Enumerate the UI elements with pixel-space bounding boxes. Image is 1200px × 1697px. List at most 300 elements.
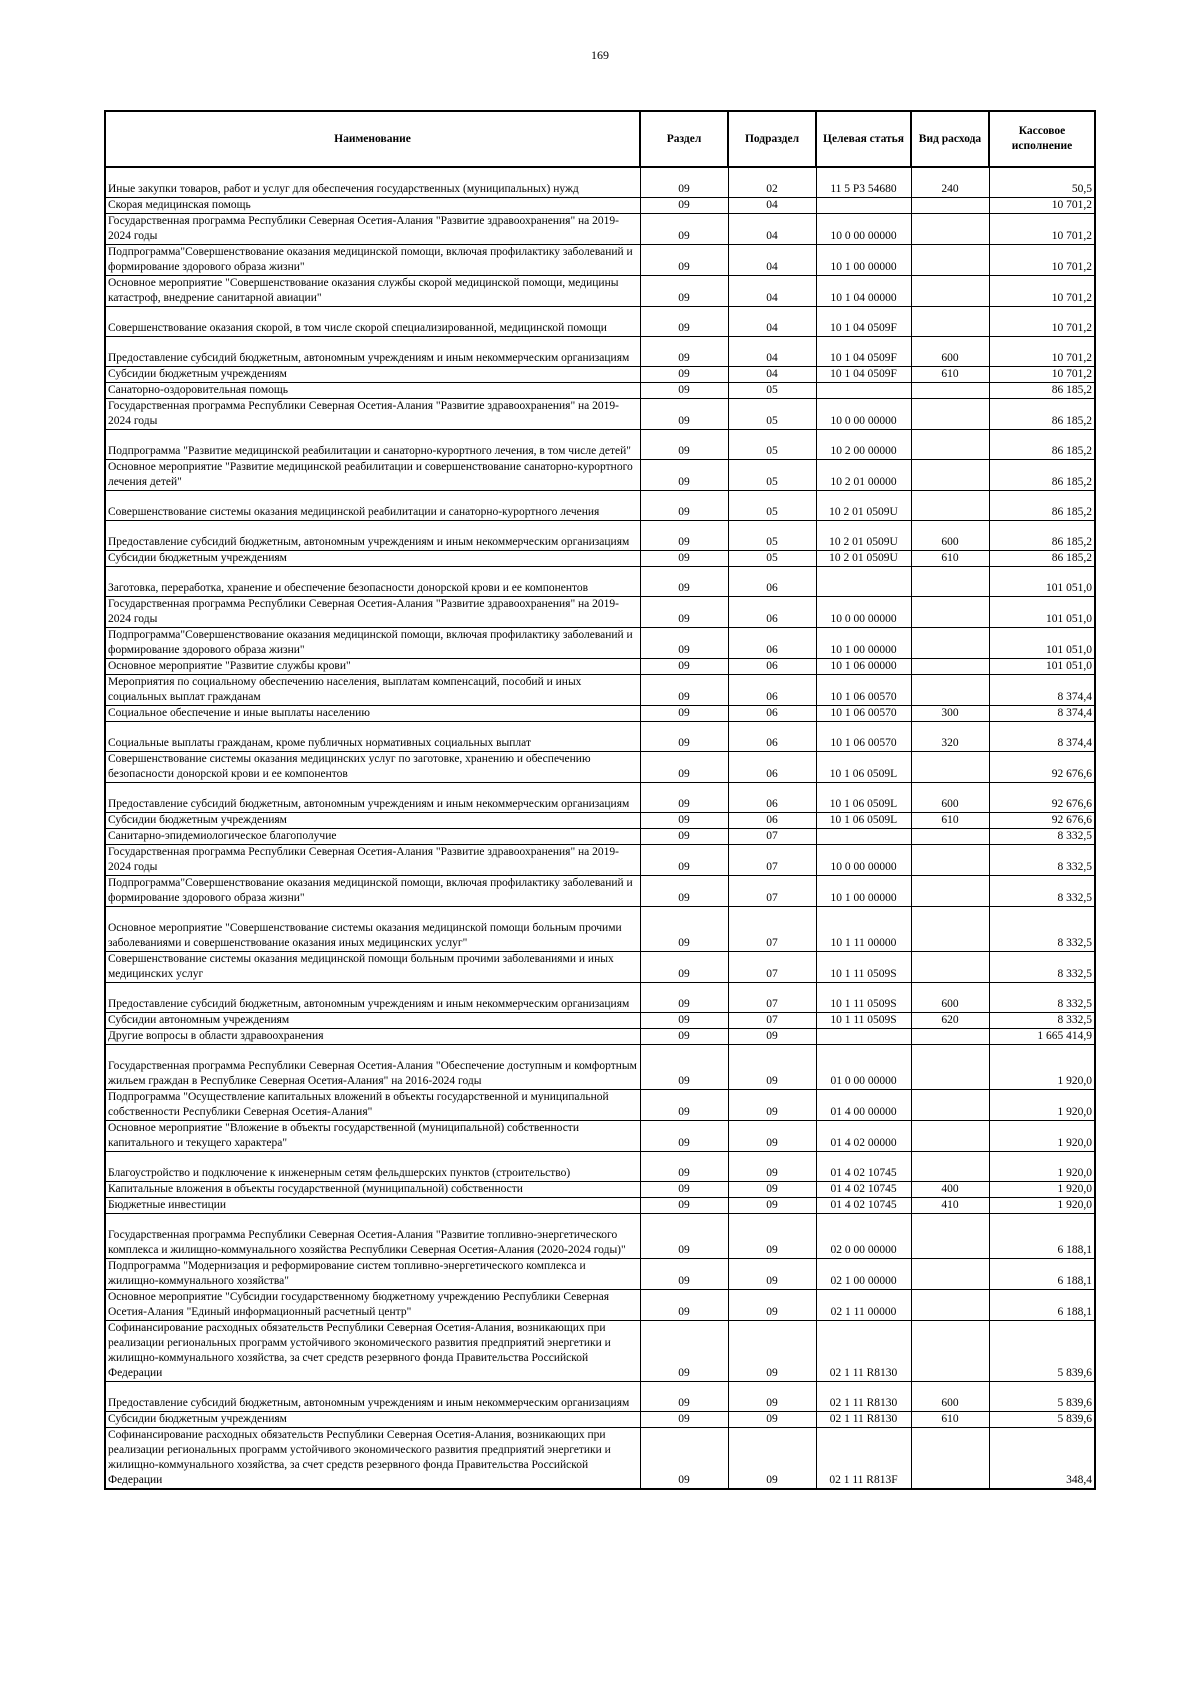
cell-statya: 01 4 02 10745 bbox=[816, 1151, 911, 1181]
cell-podrazdel: 07 bbox=[728, 1012, 816, 1028]
cell-name: Социальное обеспечение и иные выплаты населению bbox=[105, 705, 640, 721]
cell-razdel: 09 bbox=[640, 213, 728, 244]
cell-name: Капитальные вложения в объекты государственной (муниципальной) собственности bbox=[105, 1181, 640, 1197]
cell-statya bbox=[816, 382, 911, 398]
cell-razdel: 09 bbox=[640, 244, 728, 275]
cell-vid: 610 bbox=[911, 1411, 989, 1427]
cell-vid bbox=[911, 906, 989, 951]
cell-vid: 600 bbox=[911, 782, 989, 812]
table-row bbox=[105, 566, 1095, 596]
table-row bbox=[105, 1044, 1095, 1089]
cell-podrazdel: 07 bbox=[728, 982, 816, 1012]
cell-razdel: 09 bbox=[640, 398, 728, 429]
cell-podrazdel: 07 bbox=[728, 951, 816, 982]
cell-name: Основное мероприятие "Развитие медицинской реабилитации и совершенствование санаторно-курортного лечения детей" bbox=[105, 459, 640, 490]
cell-sum: 8 332,5 bbox=[989, 828, 1095, 844]
cell-vid bbox=[911, 306, 989, 336]
cell-statya: 10 1 11 0509S bbox=[816, 982, 911, 1012]
cell-name: Совершенствование системы оказания медицинской помощи больным прочими заболеваниями и иных медицинских услуг bbox=[105, 951, 640, 982]
cell-sum: 86 185,2 bbox=[989, 398, 1095, 429]
cell-vid: 600 bbox=[911, 982, 989, 1012]
table-row bbox=[105, 1028, 1095, 1044]
page-number: 169 bbox=[591, 48, 609, 62]
cell-sum: 8 332,5 bbox=[989, 844, 1095, 875]
cell-razdel: 09 bbox=[640, 951, 728, 982]
cell-sum: 1 920,0 bbox=[989, 1044, 1095, 1089]
table-row bbox=[105, 812, 1095, 828]
cell-razdel: 09 bbox=[640, 658, 728, 674]
cell-name: Основное мероприятие "Совершенствование системы оказания медицинской помощи больным прочими заболеваниями и совершенствование оказания иных медицинских услуг" bbox=[105, 906, 640, 951]
cell-vid bbox=[911, 844, 989, 875]
cell-vid bbox=[911, 1120, 989, 1151]
cell-statya: 10 2 01 0509U bbox=[816, 490, 911, 520]
cell-podrazdel: 09 bbox=[728, 1258, 816, 1289]
cell-sum: 101 051,0 bbox=[989, 658, 1095, 674]
cell-razdel: 09 bbox=[640, 1120, 728, 1151]
cell-statya: 02 0 00 00000 bbox=[816, 1213, 911, 1258]
cell-podrazdel: 04 bbox=[728, 366, 816, 382]
cell-podrazdel: 06 bbox=[728, 658, 816, 674]
cell-sum: 10 701,2 bbox=[989, 336, 1095, 366]
cell-vid bbox=[911, 751, 989, 782]
cell-razdel: 09 bbox=[640, 550, 728, 566]
cell-razdel: 09 bbox=[640, 782, 728, 812]
cell-statya bbox=[816, 566, 911, 596]
cell-name: Благоустройство и подключение к инженерным сетям фельдшерских пунктов (строительство) bbox=[105, 1151, 640, 1181]
cell-name: Основное мероприятие "Совершенствование оказания службы скорой медицинской помощи, медицины катастроф, внедрение санитарной авиации" bbox=[105, 275, 640, 306]
cell-statya: 10 2 00 00000 bbox=[816, 429, 911, 459]
cell-vid bbox=[911, 875, 989, 906]
cell-podrazdel: 05 bbox=[728, 382, 816, 398]
cell-statya: 10 1 11 0509S bbox=[816, 1012, 911, 1028]
table-row bbox=[105, 1012, 1095, 1028]
table-row bbox=[105, 1289, 1095, 1320]
cell-podrazdel: 06 bbox=[728, 596, 816, 627]
cell-statya: 10 2 01 00000 bbox=[816, 459, 911, 490]
table-row bbox=[105, 1411, 1095, 1427]
cell-sum: 10 701,2 bbox=[989, 213, 1095, 244]
cell-sum: 86 185,2 bbox=[989, 550, 1095, 566]
cell-razdel: 09 bbox=[640, 1181, 728, 1197]
cell-podrazdel: 04 bbox=[728, 244, 816, 275]
cell-razdel: 09 bbox=[640, 520, 728, 550]
cell-statya bbox=[816, 197, 911, 213]
cell-vid bbox=[911, 1213, 989, 1258]
cell-sum: 101 051,0 bbox=[989, 596, 1095, 627]
cell-statya: 10 0 00 00000 bbox=[816, 213, 911, 244]
cell-podrazdel: 07 bbox=[728, 828, 816, 844]
cell-podrazdel: 05 bbox=[728, 429, 816, 459]
cell-podrazdel: 06 bbox=[728, 674, 816, 705]
cell-podrazdel: 09 bbox=[728, 1197, 816, 1213]
table-row bbox=[105, 1197, 1095, 1213]
cell-sum: 8 332,5 bbox=[989, 906, 1095, 951]
cell-name: Бюджетные инвестиции bbox=[105, 1197, 640, 1213]
cell-name: Государственная программа Республики Северная Осетия-Алания "Развитие здравоохранения" на 2019-2024 годы bbox=[105, 398, 640, 429]
cell-sum: 92 676,6 bbox=[989, 751, 1095, 782]
table-row bbox=[105, 844, 1095, 875]
table-row bbox=[105, 721, 1095, 751]
cell-statya: 02 1 11 R8130 bbox=[816, 1381, 911, 1411]
cell-vid bbox=[911, 566, 989, 596]
cell-razdel: 09 bbox=[640, 1427, 728, 1489]
cell-statya: 10 1 06 0509L bbox=[816, 782, 911, 812]
cell-statya: 02 1 11 R813F bbox=[816, 1427, 911, 1489]
cell-razdel: 09 bbox=[640, 1320, 728, 1381]
cell-razdel: 09 bbox=[640, 828, 728, 844]
cell-statya: 10 1 11 0509S bbox=[816, 951, 911, 982]
table-row bbox=[105, 1258, 1095, 1289]
cell-sum: 86 185,2 bbox=[989, 490, 1095, 520]
cell-vid: 610 bbox=[911, 812, 989, 828]
cell-vid bbox=[911, 1028, 989, 1044]
cell-name: Мероприятия по социальному обеспечению населения, выплатам компенсаций, пособий и иных социальных выплат гражданам bbox=[105, 674, 640, 705]
cell-podrazdel: 05 bbox=[728, 550, 816, 566]
table-row bbox=[105, 1089, 1095, 1120]
cell-podrazdel: 05 bbox=[728, 490, 816, 520]
cell-statya: 10 1 06 00570 bbox=[816, 674, 911, 705]
cell-podrazdel: 05 bbox=[728, 459, 816, 490]
table-row bbox=[105, 596, 1095, 627]
cell-vid: 410 bbox=[911, 1197, 989, 1213]
cell-sum: 8 374,4 bbox=[989, 705, 1095, 721]
cell-razdel: 09 bbox=[640, 674, 728, 705]
table-row bbox=[105, 982, 1095, 1012]
cell-sum: 101 051,0 bbox=[989, 566, 1095, 596]
cell-razdel: 09 bbox=[640, 627, 728, 658]
cell-statya: 01 4 02 10745 bbox=[816, 1197, 911, 1213]
cell-name: Другие вопросы в области здравоохранения bbox=[105, 1028, 640, 1044]
cell-name: Подпрограмма "Осуществление капитальных вложений в объекты государственной и муниципальной собственности Республики Северная Осетия-Алания" bbox=[105, 1089, 640, 1120]
cell-sum: 348,4 bbox=[989, 1427, 1095, 1489]
cell-name: Субсидии бюджетным учреждениям bbox=[105, 1411, 640, 1427]
cell-vid bbox=[911, 1258, 989, 1289]
cell-name: Санаторно-оздоровительная помощь bbox=[105, 382, 640, 398]
cell-podrazdel: 09 bbox=[728, 1089, 816, 1120]
cell-statya: 10 1 00 00000 bbox=[816, 627, 911, 658]
cell-razdel: 09 bbox=[640, 366, 728, 382]
cell-name: Субсидии бюджетным учреждениям bbox=[105, 550, 640, 566]
table-row bbox=[105, 674, 1095, 705]
cell-sum: 6 188,1 bbox=[989, 1289, 1095, 1320]
table-row bbox=[105, 1120, 1095, 1151]
cell-sum: 8 332,5 bbox=[989, 982, 1095, 1012]
cell-statya: 10 1 04 00000 bbox=[816, 275, 911, 306]
cell-razdel: 09 bbox=[640, 596, 728, 627]
cell-name: Субсидии автономным учреждениям bbox=[105, 1012, 640, 1028]
cell-podrazdel: 07 bbox=[728, 875, 816, 906]
cell-podrazdel: 07 bbox=[728, 844, 816, 875]
cell-sum: 1 920,0 bbox=[989, 1151, 1095, 1181]
cell-name: Подпрограмма"Совершенствование оказания медицинской помощи, включая профилактику заболеваний и формирование здорового образа жизни" bbox=[105, 244, 640, 275]
table-row bbox=[105, 875, 1095, 906]
cell-name: Подпрограмма "Модернизация и реформирование систем топливно-энергетического комплекса и жилищно-коммунального хозяйства" bbox=[105, 1258, 640, 1289]
cell-podrazdel: 09 bbox=[728, 1427, 816, 1489]
cell-vid bbox=[911, 429, 989, 459]
cell-vid bbox=[911, 1427, 989, 1489]
cell-name: Государственная программа Республики Северная Осетия-Алания "Обеспечение доступным и комфортным жильем граждан в Республике Северная Осетия-Алания" на 2016-2024 годы bbox=[105, 1044, 640, 1089]
table-row bbox=[105, 1427, 1095, 1489]
cell-statya: 10 2 01 0509U bbox=[816, 520, 911, 550]
cell-vid bbox=[911, 1320, 989, 1381]
cell-vid bbox=[911, 275, 989, 306]
cell-podrazdel: 09 bbox=[728, 1151, 816, 1181]
cell-name: Государственная программа Республики Северная Осетия-Алания "Развитие топливно-энергетического комплекса и жилищно-коммунального хозяйства Республики Северная Осетия-Алания (2020-2024 годы)" bbox=[105, 1213, 640, 1258]
cell-statya: 10 1 00 00000 bbox=[816, 244, 911, 275]
cell-name: Государственная программа Республики Северная Осетия-Алания "Развитие здравоохранения" на 2019-2024 годы bbox=[105, 213, 640, 244]
cell-razdel: 09 bbox=[640, 1044, 728, 1089]
table-row bbox=[105, 951, 1095, 982]
cell-podrazdel: 06 bbox=[728, 705, 816, 721]
cell-razdel: 09 bbox=[640, 167, 728, 197]
cell-statya: 01 4 00 00000 bbox=[816, 1089, 911, 1120]
cell-statya: 02 1 11 00000 bbox=[816, 1289, 911, 1320]
table-row bbox=[105, 306, 1095, 336]
cell-podrazdel: 09 bbox=[728, 1411, 816, 1427]
cell-vid: 610 bbox=[911, 366, 989, 382]
cell-vid: 610 bbox=[911, 550, 989, 566]
cell-sum: 8 374,4 bbox=[989, 674, 1095, 705]
cell-razdel: 09 bbox=[640, 812, 728, 828]
cell-vid bbox=[911, 459, 989, 490]
cell-statya: 10 0 00 00000 bbox=[816, 844, 911, 875]
table-row bbox=[105, 459, 1095, 490]
cell-name: Совершенствование системы оказания медицинских услуг по заготовке, хранению и обеспечению безопасности донорской крови и ее компонентов bbox=[105, 751, 640, 782]
cell-name: Предоставление субсидий бюджетным, автономным учреждениям и иным некоммерческим организациям bbox=[105, 982, 640, 1012]
cell-name: Скорая медицинская помощь bbox=[105, 197, 640, 213]
cell-sum: 8 332,5 bbox=[989, 1012, 1095, 1028]
cell-sum: 10 701,2 bbox=[989, 275, 1095, 306]
cell-vid: 600 bbox=[911, 336, 989, 366]
budget-table-container bbox=[104, 110, 1094, 1490]
cell-statya: 01 0 00 00000 bbox=[816, 1044, 911, 1089]
cell-razdel: 09 bbox=[640, 705, 728, 721]
cell-name: Основное мероприятие "Субсидии государственному бюджетному учреждению Республики Северная Осетия-Алания "Единый информационный расчетный центр" bbox=[105, 1289, 640, 1320]
cell-razdel: 09 bbox=[640, 982, 728, 1012]
cell-podrazdel: 06 bbox=[728, 721, 816, 751]
header-name: Наименование bbox=[105, 111, 640, 167]
cell-razdel: 09 bbox=[640, 1411, 728, 1427]
cell-statya: 10 0 00 00000 bbox=[816, 398, 911, 429]
header-sum: Кассовое исполнение bbox=[989, 111, 1095, 167]
header-vid: Вид расхода bbox=[911, 111, 989, 167]
cell-name: Совершенствование оказания скорой, в том числе скорой специализированной, медицинской помощи bbox=[105, 306, 640, 336]
cell-statya: 10 1 06 0509L bbox=[816, 751, 911, 782]
cell-sum: 5 839,6 bbox=[989, 1411, 1095, 1427]
cell-statya: 01 4 02 00000 bbox=[816, 1120, 911, 1151]
cell-vid bbox=[911, 951, 989, 982]
cell-sum: 1 920,0 bbox=[989, 1181, 1095, 1197]
table-row bbox=[105, 550, 1095, 566]
cell-sum: 5 839,6 bbox=[989, 1320, 1095, 1381]
cell-statya: 02 1 00 00000 bbox=[816, 1258, 911, 1289]
cell-podrazdel: 05 bbox=[728, 520, 816, 550]
cell-sum: 92 676,6 bbox=[989, 782, 1095, 812]
cell-name: Совершенствование системы оказания медицинской реабилитации и санаторно-курортного лечения bbox=[105, 490, 640, 520]
cell-statya: 01 4 02 10745 bbox=[816, 1181, 911, 1197]
cell-vid bbox=[911, 398, 989, 429]
table-body bbox=[105, 167, 1095, 1489]
cell-statya bbox=[816, 828, 911, 844]
cell-statya: 02 1 11 R8130 bbox=[816, 1411, 911, 1427]
cell-vid: 400 bbox=[911, 1181, 989, 1197]
table-row bbox=[105, 782, 1095, 812]
cell-statya: 11 5 P3 54680 bbox=[816, 167, 911, 197]
cell-vid bbox=[911, 1044, 989, 1089]
table-row bbox=[105, 705, 1095, 721]
cell-razdel: 09 bbox=[640, 306, 728, 336]
cell-podrazdel: 09 bbox=[728, 1181, 816, 1197]
cell-sum: 5 839,6 bbox=[989, 1381, 1095, 1411]
cell-sum: 10 701,2 bbox=[989, 244, 1095, 275]
cell-razdel: 09 bbox=[640, 1381, 728, 1411]
cell-vid bbox=[911, 627, 989, 658]
cell-podrazdel: 09 bbox=[728, 1289, 816, 1320]
table-row bbox=[105, 366, 1095, 382]
table-row bbox=[105, 336, 1095, 366]
cell-name: Предоставление субсидий бюджетным, автономным учреждениям и иным некоммерческим организациям bbox=[105, 336, 640, 366]
cell-razdel: 09 bbox=[640, 1012, 728, 1028]
cell-razdel: 09 bbox=[640, 382, 728, 398]
cell-razdel: 09 bbox=[640, 197, 728, 213]
cell-sum: 50,5 bbox=[989, 167, 1095, 197]
cell-razdel: 09 bbox=[640, 1028, 728, 1044]
budget-table bbox=[104, 110, 1096, 1490]
cell-podrazdel: 06 bbox=[728, 627, 816, 658]
cell-podrazdel: 04 bbox=[728, 306, 816, 336]
cell-name: Основное мероприятие "Вложение в объекты государственной (муниципальной) собственности капитального и текущего характера" bbox=[105, 1120, 640, 1151]
cell-vid bbox=[911, 490, 989, 520]
cell-statya: 02 1 11 R8130 bbox=[816, 1320, 911, 1381]
cell-statya: 10 1 06 00570 bbox=[816, 705, 911, 721]
cell-podrazdel: 04 bbox=[728, 213, 816, 244]
table-row bbox=[105, 213, 1095, 244]
cell-name: Субсидии бюджетным учреждениям bbox=[105, 812, 640, 828]
cell-razdel: 09 bbox=[640, 1197, 728, 1213]
cell-podrazdel: 02 bbox=[728, 167, 816, 197]
cell-sum: 1 920,0 bbox=[989, 1089, 1095, 1120]
cell-sum: 6 188,1 bbox=[989, 1258, 1095, 1289]
cell-name: Государственная программа Республики Северная Осетия-Алания "Развитие здравоохранения" на 2019-2024 годы bbox=[105, 596, 640, 627]
cell-vid: 620 bbox=[911, 1012, 989, 1028]
cell-podrazdel: 09 bbox=[728, 1044, 816, 1089]
cell-sum: 10 701,2 bbox=[989, 306, 1095, 336]
cell-name: Предоставление субсидий бюджетным, автономным учреждениям и иным некоммерческим организациям bbox=[105, 520, 640, 550]
cell-sum: 92 676,6 bbox=[989, 812, 1095, 828]
cell-podrazdel: 09 bbox=[728, 1381, 816, 1411]
cell-vid bbox=[911, 197, 989, 213]
cell-sum: 86 185,2 bbox=[989, 520, 1095, 550]
cell-name: Социальные выплаты гражданам, кроме публичных нормативных социальных выплат bbox=[105, 721, 640, 751]
cell-statya bbox=[816, 1028, 911, 1044]
table-row bbox=[105, 244, 1095, 275]
cell-podrazdel: 06 bbox=[728, 566, 816, 596]
cell-name: Подпрограмма"Совершенствование оказания медицинской помощи, включая профилактику заболеваний и формирование здорового образа жизни" bbox=[105, 875, 640, 906]
cell-statya: 10 1 06 00000 bbox=[816, 658, 911, 674]
table-row bbox=[105, 1181, 1095, 1197]
table-row bbox=[105, 1320, 1095, 1381]
cell-sum: 8 332,5 bbox=[989, 875, 1095, 906]
cell-name: Предоставление субсидий бюджетным, автономным учреждениям и иным некоммерческим организациям bbox=[105, 782, 640, 812]
cell-sum: 10 701,2 bbox=[989, 197, 1095, 213]
cell-podrazdel: 06 bbox=[728, 782, 816, 812]
table-row bbox=[105, 167, 1095, 197]
cell-vid: 300 bbox=[911, 705, 989, 721]
table-row bbox=[105, 275, 1095, 306]
cell-sum: 86 185,2 bbox=[989, 429, 1095, 459]
header-podrazdel: Подраздел bbox=[728, 111, 816, 167]
cell-statya: 10 1 06 0509L bbox=[816, 812, 911, 828]
cell-name: Заготовка, переработка, хранение и обеспечение безопасности донорской крови и ее компонентов bbox=[105, 566, 640, 596]
cell-podrazdel: 09 bbox=[728, 1320, 816, 1381]
cell-sum: 86 185,2 bbox=[989, 382, 1095, 398]
table-row bbox=[105, 906, 1095, 951]
cell-vid bbox=[911, 658, 989, 674]
cell-razdel: 09 bbox=[640, 336, 728, 366]
cell-name: Основное мероприятие "Развитие службы крови" bbox=[105, 658, 640, 674]
cell-podrazdel: 04 bbox=[728, 336, 816, 366]
cell-razdel: 09 bbox=[640, 906, 728, 951]
cell-razdel: 09 bbox=[640, 429, 728, 459]
table-row bbox=[105, 398, 1095, 429]
table-row bbox=[105, 1381, 1095, 1411]
cell-vid bbox=[911, 674, 989, 705]
cell-sum: 1 920,0 bbox=[989, 1197, 1095, 1213]
cell-podrazdel: 06 bbox=[728, 751, 816, 782]
cell-razdel: 09 bbox=[640, 459, 728, 490]
cell-vid: 600 bbox=[911, 520, 989, 550]
cell-razdel: 09 bbox=[640, 721, 728, 751]
cell-statya: 10 2 01 0509U bbox=[816, 550, 911, 566]
cell-statya: 10 1 00 00000 bbox=[816, 875, 911, 906]
cell-statya: 10 1 04 0509F bbox=[816, 306, 911, 336]
header-statya: Целевая статья bbox=[816, 111, 911, 167]
cell-razdel: 09 bbox=[640, 1258, 728, 1289]
cell-name: Подпрограмма "Развитие медицинской реабилитации и санаторно-курортного лечения, в том числе детей" bbox=[105, 429, 640, 459]
cell-vid bbox=[911, 244, 989, 275]
cell-vid bbox=[911, 1089, 989, 1120]
cell-razdel: 09 bbox=[640, 1089, 728, 1120]
cell-razdel: 09 bbox=[640, 490, 728, 520]
table-row bbox=[105, 197, 1095, 213]
cell-vid bbox=[911, 382, 989, 398]
cell-statya: 10 1 11 00000 bbox=[816, 906, 911, 951]
cell-vid: 320 bbox=[911, 721, 989, 751]
cell-statya: 10 1 04 0509F bbox=[816, 336, 911, 366]
cell-podrazdel: 09 bbox=[728, 1213, 816, 1258]
cell-razdel: 09 bbox=[640, 1213, 728, 1258]
cell-podrazdel: 06 bbox=[728, 812, 816, 828]
cell-vid bbox=[911, 1151, 989, 1181]
cell-sum: 6 188,1 bbox=[989, 1213, 1095, 1258]
cell-razdel: 09 bbox=[640, 751, 728, 782]
cell-sum: 101 051,0 bbox=[989, 627, 1095, 658]
header-razdel: Раздел bbox=[640, 111, 728, 167]
cell-name: Санитарно-эпидемиологическое благополучие bbox=[105, 828, 640, 844]
cell-statya: 10 0 00 00000 bbox=[816, 596, 911, 627]
cell-razdel: 09 bbox=[640, 1151, 728, 1181]
table-row bbox=[105, 490, 1095, 520]
cell-razdel: 09 bbox=[640, 875, 728, 906]
cell-razdel: 09 bbox=[640, 1289, 728, 1320]
cell-podrazdel: 09 bbox=[728, 1120, 816, 1151]
cell-podrazdel: 09 bbox=[728, 1028, 816, 1044]
table-row bbox=[105, 1213, 1095, 1258]
cell-sum: 10 701,2 bbox=[989, 366, 1095, 382]
cell-statya: 10 1 06 00570 bbox=[816, 721, 911, 751]
table-header bbox=[105, 111, 1095, 167]
cell-vid: 600 bbox=[911, 1381, 989, 1411]
